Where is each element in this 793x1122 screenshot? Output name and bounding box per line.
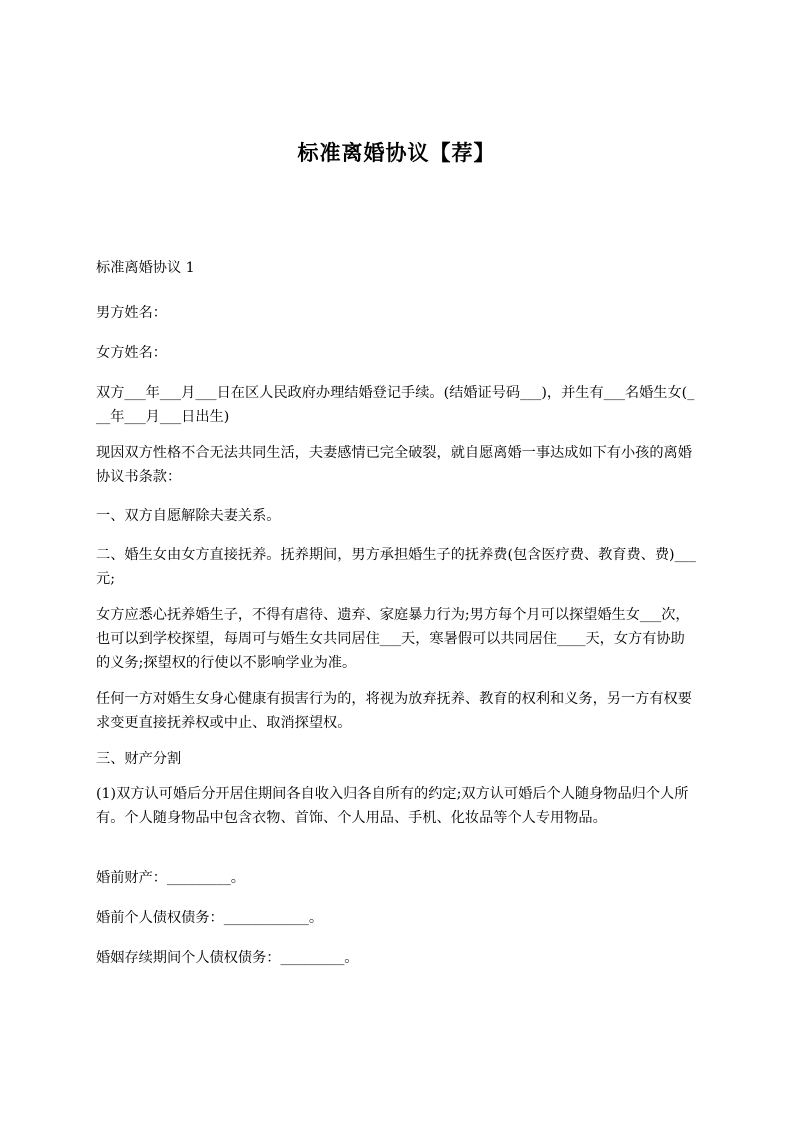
- clause-one: 一、双方自愿解除夫妻关系。: [96, 508, 281, 524]
- divorce-reason-paragraph: 现因双方性格不合无法共同生活，夫妻感情已完全破裂，就自愿离婚一事达成如下有小孩的离婚协议书条款：: [96, 445, 692, 485]
- male-name-field: 男方姓名：: [96, 305, 167, 321]
- custody-change-paragraph: 任何一方对婚生女身心健康有损害行为的，将视为放弃抚养、教育的权利和义务，另一方有权要求变更直接抚养权或中止、取消探望权。: [96, 691, 692, 731]
- clause-two: 二、婚生女由女方直接抚养。抚养期间，男方承担婚生子的抚养费(包含医疗费、教育费、费)___元;: [96, 547, 696, 587]
- property-division-paragraph: (1)双方认可婚后分开居住期间各自收入归各自所有的约定;双方认可婚后个人随身物品归个人所有。个人随身物品中包含衣物、首饰、个人用品、手机、化妆品等个人专用物品。: [96, 786, 689, 826]
- visitation-paragraph: 女方应悉心抚养婚生子，不得有虐待、遗弃、家庭暴力行为;男方每个月可以探望婚生女___次，也可以到学校探望，每周可与婚生女共同居住___天，寒暑假可以共同居住____天，女方有协助的义务;探望权的行使以不影响学业为准。: [96, 607, 690, 671]
- premarital-debt-field: 婚前个人债权债务：____________。: [96, 910, 324, 926]
- marital-debt-field: 婚姻存续期间个人债权债务：_________。: [96, 950, 359, 966]
- marriage-registration-paragraph: 双方___年___月___日在区人民政府办理结婚登记手续。(结婚证号码___)，并生有___名婚生女(___年___月___日出生): [96, 385, 695, 425]
- female-name-field: 女方姓名：: [96, 345, 167, 361]
- section-heading: 标准离婚协议 1: [96, 260, 195, 276]
- clause-three-heading: 三、财产分割: [96, 751, 182, 767]
- document-title: 标准离婚协议【荐】: [297, 141, 496, 165]
- premarital-property-field: 婚前财产：_________。: [96, 870, 245, 886]
